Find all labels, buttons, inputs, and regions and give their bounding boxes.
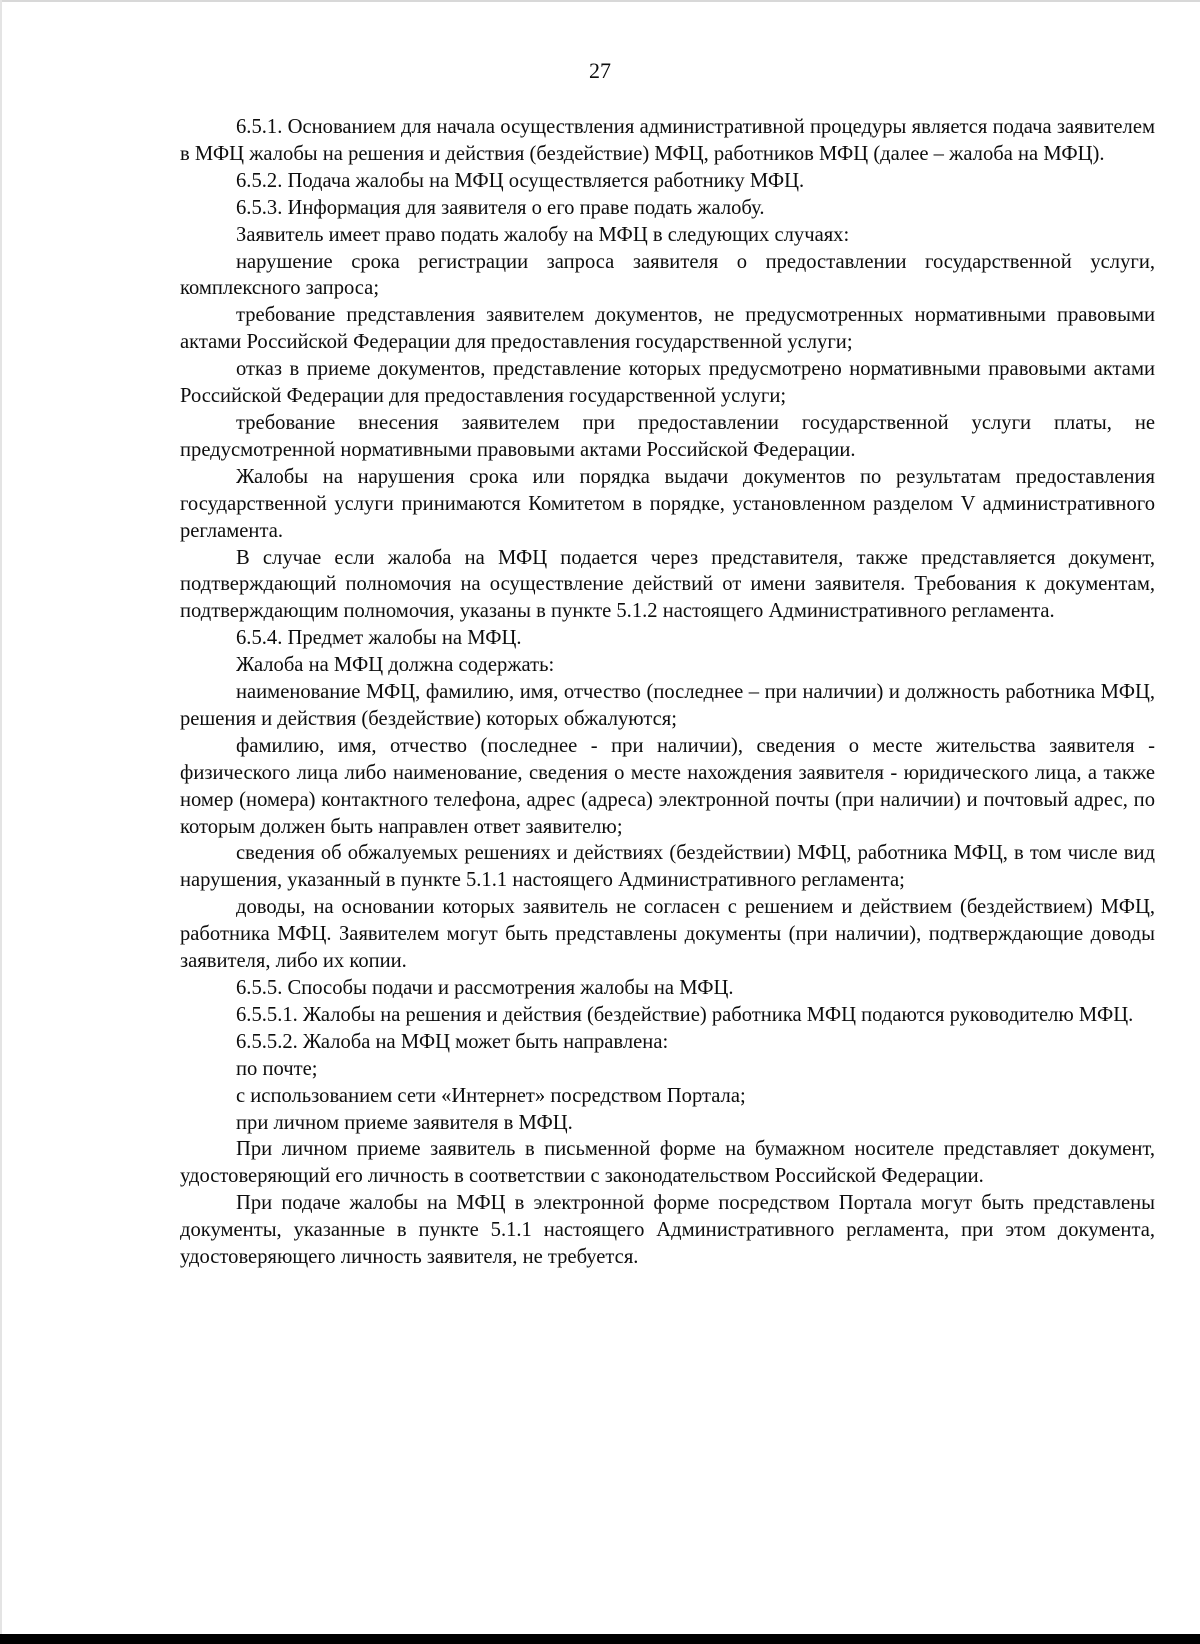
scan-edge-left	[0, 0, 2, 1644]
paragraph: Жалобы на нарушения срока или порядка выдачи документов по результатам предоставления государственной услуги принимаются Комитетом в порядке, установленном разделом V административного регламента.	[180, 465, 1155, 542]
paragraph: отказ в приеме документов, представление которых предусмотрено нормативными правовыми актами Российской Федерации для предоставления государственной услуги;	[180, 358, 1155, 408]
paragraph-6-5-2: 6.5.2. Подача жалобы на МФЦ осуществляется работнику МФЦ.	[236, 169, 805, 192]
paragraph-6-5-1: 6.5.1. Основанием для начала осуществления административной процедуры является подача заявителем в МФЦ жалобы на решения и действия (бездействие) МФЦ, работников МФЦ (далее – жалоба на МФЦ).	[180, 116, 1155, 165]
paragraph: В случае если жалоба на МФЦ подается через представителя, также представляется документ, подтверждающий полномочия на осуществление действий от имени заявителя. Требования к документам, подтверждающим полномочия, указаны в пункте 5.1.2 настоящего Административного регламента.	[180, 546, 1155, 623]
document-body	[180, 114, 1155, 1271]
paragraph: с использованием сети «Интернет» посредством Портала;	[236, 1084, 746, 1107]
paragraph-6-5-5-2: 6.5.5.2. Жалоба на МФЦ может быть направлена:	[236, 1030, 669, 1053]
paragraph: При подаче жалобы на МФЦ в электронной форме посредством Портала могут быть представлены документы, указанные в пункте 5.1.1 настоящего Административного регламента, при этом документа, удостоверяющего личность заявителя, не требуется.	[180, 1192, 1155, 1269]
paragraph: сведения об обжалуемых решениях и действиях (бездействии) МФЦ, работника МФЦ, в том числе вид нарушения, указанный в пункте 5.1.1 настоящего Административного регламента;	[180, 842, 1155, 892]
scan-edge-top	[0, 0, 1200, 2]
paragraph: наименование МФЦ, фамилию, имя, отчество (последнее – при наличии) и должность работника МФЦ, решения и действия (бездействие) которых обжалуются;	[180, 681, 1155, 730]
paragraph: при личном приеме заявителя в МФЦ.	[236, 1111, 573, 1134]
paragraph: по почте;	[236, 1057, 318, 1080]
paragraph: Заявитель имеет право подать жалобу на МФЦ в следующих случаях:	[236, 223, 850, 246]
paragraph-6-5-4: 6.5.4. Предмет жалобы на МФЦ.	[236, 627, 522, 650]
paragraph: При личном приеме заявитель в письменной форме на бумажном носителе представляет документ, удостоверяющий его личность в соответствии с законодательством Российской Федерации.	[180, 1138, 1155, 1188]
paragraph: требование внесения заявителем при предоставлении государственной услуги платы, не предусмотренной нормативными правовыми актами Российской Федерации.	[180, 411, 1155, 461]
paragraph-6-5-5: 6.5.5. Способы подачи и рассмотрения жалобы на МФЦ.	[236, 977, 734, 999]
paragraph: нарушение срока регистрации запроса заявителя о предоставлении государственной услуги, комплексного запроса;	[180, 250, 1155, 300]
paragraph: Жалоба на МФЦ должна содержать:	[236, 654, 555, 677]
paragraph: доводы, на основании которых заявитель не согласен с решением и действием (бездействием) МФЦ, работника МФЦ. Заявителем могут быть представлены документы (при наличии), подтверждающие доводы заявителя, либо их копии.	[180, 896, 1155, 973]
paragraph-6-5-3: 6.5.3. Информация для заявителя о его праве подать жалобу.	[236, 196, 765, 219]
paragraph-6-5-5-1: 6.5.5.1. Жалобы на решения и действия (бездействие) работника МФЦ подаются руководителю МФЦ.	[236, 1003, 1134, 1026]
scan-edge-bottom	[0, 1634, 1200, 1644]
paragraph: требование представления заявителем документов, не предусмотренных нормативными правовыми актами Российской Федерации для предоставления государственной услуги;	[180, 304, 1155, 354]
paragraph: фамилию, имя, отчество (последнее - при наличии), сведения о месте жительства заявителя - физического лица либо наименование, сведения о месте нахождения заявителя - юридического лица, а также номер (номера) контактного телефона, адрес (адреса) электронной почты (при наличии) и почтовый адрес, по которым должен быть направлен ответ заявителю;	[180, 734, 1155, 838]
page-number: 27	[589, 58, 611, 83]
